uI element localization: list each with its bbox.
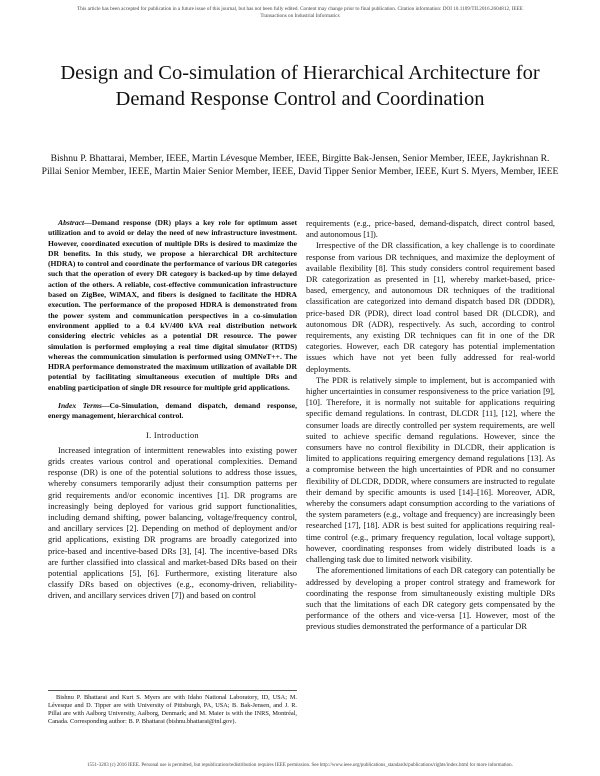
- index-terms-lead: Index Terms: [58, 401, 102, 411]
- running-header: [0, 6, 600, 20]
- header-line-2: Transactions on Industrial Informatics: [260, 13, 340, 19]
- footnote-text: Bishnu P. Bhattarai and Kurt S. Myers are with Idaho National Laboratory, ID, USA; M. Lévesque and D. Tipper are with University of Pittsburgh, PA, USA; B. Bak-Jensen, and J. R. Pillai are with Aalborg University, Aalborg, Denmark; and M. Maier is with the INRS, Montréal, Canada. Corresponding author: B. P. Bhattarai (bishnu.bhattarai@inl.gov).: [48, 694, 297, 725]
- index-terms-text: —Co-Simulation, demand dispatch, demand response, energy management, hierarchical control.: [48, 401, 297, 421]
- copyright-footer: 1551-3203 (c) 2016 IEEE. Personal use is permitted, but republication/redistribution requires IEEE permission. See http://www.ieee.org/publications_standards/publications/rights/index.html for more information.: [87, 763, 513, 768]
- paper-title: Design and Co-simulation of Hierarchical Architecture for Demand Response Control and Coordination: [60, 62, 540, 110]
- author-list: Bishnu P. Bhattarai, Member, IEEE, Martin Lévesque Member, IEEE, Birgitte Bak-Jensen, Senior Member, IEEE, Jaykrishnan R. Pillai Senior Member, IEEE, Martin Maier Senior Member, IEEE, David Tipper Senior Member, IEEE, Kurt S. Myers, Member, IEEE: [41, 153, 559, 177]
- header-line-1: This article has been accepted for publication in a future issue of this journal, but has not been fully edited. Content may change prior to final publication. Citation information: DOI 10.1109/TII.2016.2604812, IEEE: [77, 6, 523, 12]
- intro-paragraph-1: Increased integration of intermittent renewables into existing power grids creates various control and operational complexities. Demand response (DR) is one of the potential solutions to address those issues, whereby consumers temporarily adjust their consumption patterns per grid requirements and/or economic incentives [1]. DR programs are increasingly being deployed for various grid support functionalities, including demand shifting, power balancing, voltage/frequency control, and ancillary services [2]. Depending on method of deployment and/or grid applications, existing DR programs are broadly categorized into price-based and incentive-based DRs [3], [4]. The incentive-based DRs are further classified into classical and market-based DRs based on their potential applications [5], [6]. Furthermore, existing literature also classify DRs based on objectives (e.g., economy-driven, reliability-driven, and ancillary services driven [7]) and based on control: [48, 445, 297, 601]
- section-heading-introduction: I. Introduction: [146, 430, 199, 440]
- right-paragraph-3: The aforementioned limitations of each DR category can potentially be addressed by developing a proper control strategy and framework for coordinating the response from simultaneously existing multiple DRs such that the limitations of each DR category gets compensated by the performance of the others and vice-versa [1]. However, most of the previous studies demonstrated the performance of a particular DR: [306, 566, 555, 632]
- right-paragraph-2: The PDR is relatively simple to implement, but is accompanied with higher uncertainties in consumer responsiveness to the price variation [9], [10]. Therefore, it is normally not suitable for applications requiring specific demand regulations. In contrast, DLCDR [11], [12], where the consumer loads are directly controlled per system requirements, are well suited to achieve specific demand regulations. However, since the consumers have no control flexibility in DLCDR, their application is limited to applications requiring emergency demand regulations [13]. As a compromise between the high uncertainties of PDR and no consumer flexibility of DLCDR, DDDR, where consumers are instructed to regulate their demand by specific amounts is used [14]–[16]. Moreover, ADR, whereby the consumers adapt consumption according to the variations of the system parameters (e.g., voltage and frequency) are increasingly been researched [17], [18]. ADR is best suited for applications requiring real-time control (e.g., primary frequency regulation, local voltage support), however, coordinating responses from widely distributed loads is a challenging task due to limited network visibility.: [306, 375, 555, 565]
- right-column: [306, 218, 555, 633]
- right-paragraph-1: Irrespective of the DR classification, a key challenge is to coordinate response from various DR techniques, and maximize the deployment of available flexibility [8]. This study considers control requirement based DR categorization as presented in [1], whereby market-based, price-based, emergency, and autonomous DR techniques of the traditional classification are categorized into demand dispatch based DR (DDDR), price-based DR (PDR), direct load control based DR (DLCDR), and autonomous DR (ADR), respectively. As such, according to control requirements, any existing DR techniques can fit in one of the DR categories. However, each DR category has potential implementation issues which have not yet been fully addressed for real-world deployments.: [306, 241, 555, 374]
- index-terms: [48, 401, 297, 422]
- left-column: [48, 218, 297, 602]
- abstract-lead: Abstract: [58, 218, 85, 227]
- abstract: [48, 218, 297, 393]
- right-paragraph-0: requirements (e.g., price-based, demand-dispatch, direct control based, and autonomous [1]).: [306, 219, 555, 240]
- author-footnote: [48, 690, 297, 726]
- abstract-text: —Demand response (DR) plays a key role for optimum asset utilization and to avoid or delay the need of new infrastructure investment. However, coordinated execution of multiple DRs is desired to maximize the DR benefits. In this study, we propose a hierarchical DR architecture (HDRA) to control and coordinate the performance of various DR categories such that the operation of every DR category is backed-up by time delayed action of the others. A reliable, cost-effective communication infrastructure based on ZigBee, WiMAX, and fibers is designed to facilitate the HDRA execution. The performance of the proposed HDRA is demonstrated from the power system and communication perspectives in a co-simulation environment applied to a 0.4 kV/400 kVA real distribution network considering electric vehicles as a potential DR resource. The power simulation is performed employing a real time digital simulator (RTDS) whereas the communication simulation is performed using OMNeT++. The HDRA performance demonstrated the maximum utilization of available DR potential by facilitating simultaneous execution of multiple DRs and enabling participation of single DR resource for multiple grid applications.: [48, 218, 297, 392]
